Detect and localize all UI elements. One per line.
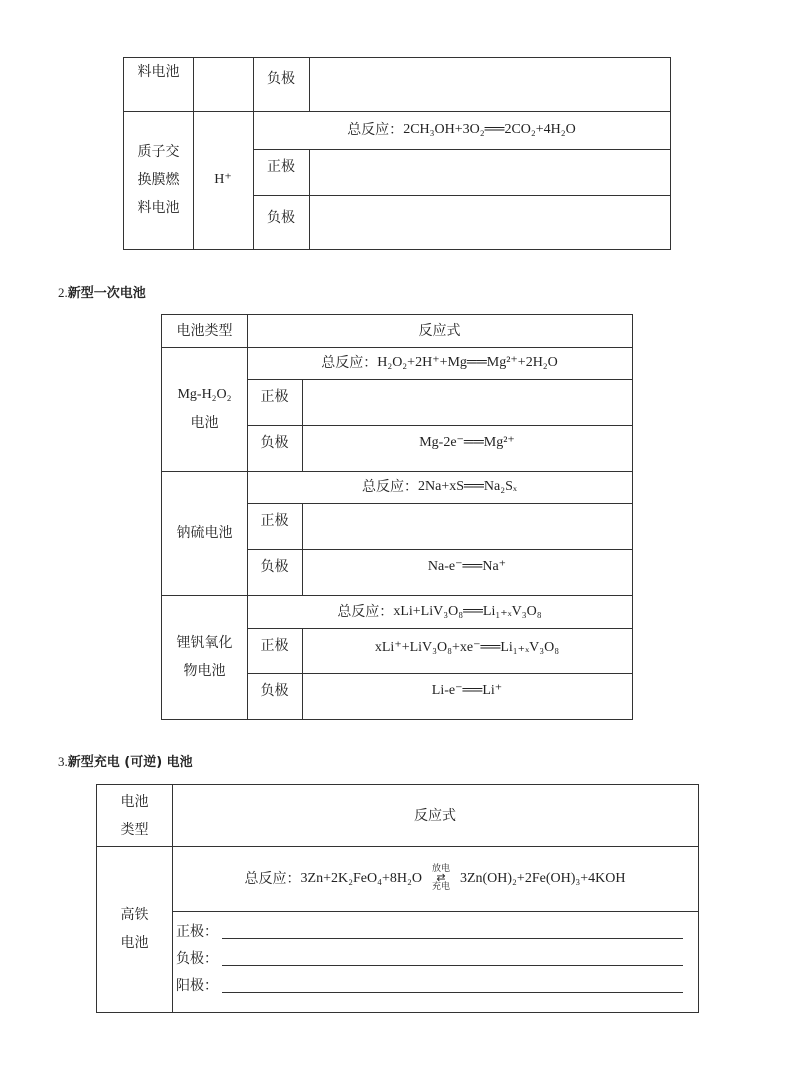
cell-negative-label (253, 58, 309, 100)
cell-battery-name (124, 58, 193, 82)
fuel-cell-table (123, 57, 671, 250)
na-battery-name (162, 471, 247, 595)
section-3-heading (58, 751, 193, 770)
na-negative-label-cell (247, 549, 302, 585)
fe-anode-label: 阳极： (176, 978, 218, 994)
na-negative-equation: Na-e⁻══Na⁺ (427, 559, 507, 574)
fe-anode-blank[interactable] (222, 980, 683, 993)
mg-negative-equation: Mg-2e⁻══Mg²⁺ (419, 435, 515, 450)
fe-battery-name (97, 846, 172, 1012)
pem-total-equation: 2CH₃OH+3O₂══2CO₂+4H₂O (403, 122, 576, 137)
pem-name-line1: 质子交 (137, 144, 180, 160)
mg-negative-label-cell (247, 425, 302, 461)
li-name-line1: 锂钒氧化 (176, 635, 233, 651)
negative-label: 负极 (267, 71, 295, 87)
pem-total-label: 总反应： (347, 122, 404, 138)
fe-total-right: 3Zn(OH)₂+2Fe(OH)₃+4KOH (459, 870, 626, 886)
na-name: 钠硫电池 (176, 525, 233, 541)
fe-anode-row (176, 973, 686, 1000)
li-total-label: 总反应： (337, 603, 394, 620)
arrow-discharge-label: 放电 (431, 863, 450, 874)
header-battery-type (162, 315, 247, 347)
li-positive-equation-cell (302, 628, 632, 668)
mg-total-label: 总反应： (321, 355, 378, 371)
li-positive-label: 正极 (260, 638, 289, 654)
header-battery-type (97, 785, 172, 846)
li-negative-equation: Li-e⁻══Li⁺ (431, 683, 503, 698)
fe-total-label: 总反应： (244, 870, 301, 887)
fe-negative-row (176, 946, 686, 973)
li-negative-label-cell (247, 673, 302, 709)
mg-name-line2: 电池 (190, 415, 219, 431)
na-total-equation: 2Na+xS══Na₂Sₓ (418, 479, 517, 494)
header-reaction-text: 反应式 (414, 807, 456, 824)
mg-negative-equation-cell (302, 425, 632, 461)
battery-name-text: 料电池 (137, 64, 180, 80)
rechargeable-battery-table (96, 784, 699, 1013)
section-3-title: 新型充电 (可逆) 电池 (67, 755, 193, 770)
arrow-charge-label: 充电 (431, 881, 450, 892)
pem-name-line2: 换膜燃 (137, 172, 180, 188)
li-positive-label-cell (247, 628, 302, 664)
header-battery-type-line1: 电池 (120, 793, 149, 810)
section-2-title: 新型一次电池 (67, 286, 146, 301)
mg-battery-name (162, 347, 247, 471)
na-negative-label: 负极 (260, 559, 289, 575)
primary-battery-table (161, 314, 633, 720)
cell-pem-negative-label (253, 195, 309, 241)
li-total-equation: xLi+LiV₃O₈══Li₁₊ₓV₃O₈ (393, 603, 542, 619)
pem-name-line3: 料电池 (137, 200, 180, 216)
header-reaction (247, 315, 632, 347)
cell-pem-total (253, 111, 670, 149)
li-negative-label: 负极 (260, 683, 289, 699)
fe-total-left: 3Zn+2K₂FeO₄+8H₂O (300, 870, 422, 886)
fe-negative-label: 负极： (176, 951, 218, 967)
header-reaction (172, 785, 698, 846)
mg-total-equation: H₂O₂+2H⁺+Mg══Mg²⁺+2H₂O (377, 355, 558, 370)
li-battery-name (162, 595, 247, 719)
li-positive-equation: xLi⁺+LiV₃O₈+xe⁻══Li₁₊ₓV₃O₈ (374, 640, 560, 655)
mg-name-line1: Mg-H₂O₂ (177, 387, 232, 402)
na-negative-equation-cell (302, 549, 632, 585)
header-battery-type-line2: 类型 (120, 821, 149, 838)
li-name-line2: 物电池 (183, 663, 226, 679)
fe-positive-label: 正极： (176, 924, 218, 940)
na-total-label: 总反应： (362, 479, 419, 495)
li-negative-equation-cell (302, 673, 632, 709)
fe-positive-blank[interactable] (222, 926, 683, 939)
cell-pem-ion (193, 111, 253, 249)
header-battery-type-text: 电池类型 (176, 323, 233, 339)
na-positive-label: 正极 (260, 513, 289, 529)
section-2-heading (58, 282, 146, 301)
pem-negative-label: 负极 (267, 210, 295, 226)
li-total-cell (247, 595, 632, 628)
mg-negative-label: 负极 (260, 435, 289, 451)
fe-total-cell (172, 846, 698, 911)
na-total-cell (247, 471, 632, 503)
pem-ion: H⁺ (214, 172, 232, 187)
section-3-number: 3. (58, 754, 68, 769)
mg-positive-label: 正极 (260, 389, 289, 405)
fe-name-line2: 电池 (120, 935, 149, 951)
fe-positive-row (176, 919, 686, 946)
fe-name-line1: 高铁 (120, 907, 149, 923)
fe-electrode-block (176, 919, 686, 1000)
section-2-number: 2. (58, 285, 68, 300)
header-reaction-text: 反应式 (418, 323, 461, 339)
mg-total-cell (247, 347, 632, 379)
fe-negative-blank[interactable] (222, 953, 683, 966)
reversible-arrow-icon: 放电 ⇄ 充电 (424, 864, 458, 894)
cell-pem-positive-label (253, 149, 309, 185)
mg-positive-label-cell (247, 379, 302, 415)
pem-positive-label: 正极 (267, 159, 295, 175)
na-positive-label-cell (247, 503, 302, 539)
cell-pem-name (124, 111, 193, 249)
